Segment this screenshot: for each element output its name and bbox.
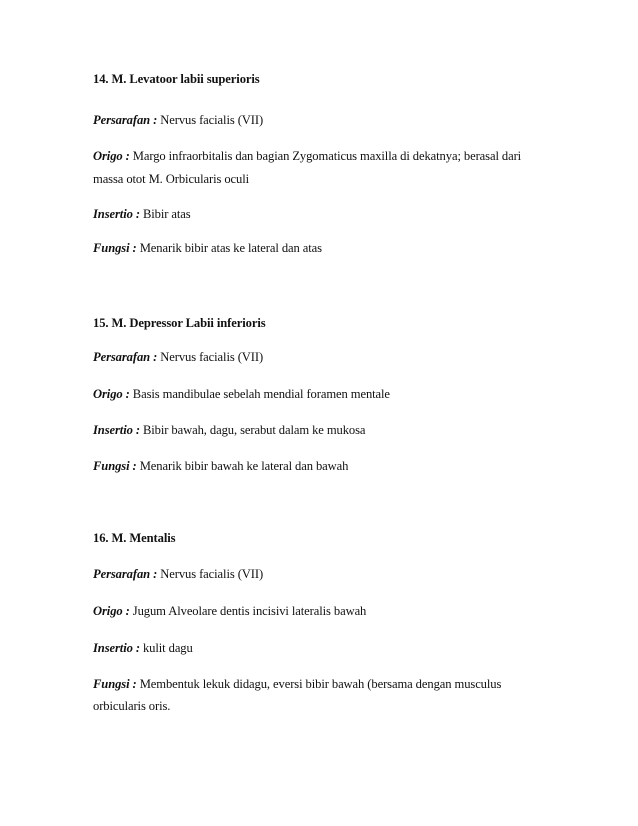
fungsi-label: Fungsi : — [93, 241, 137, 255]
fungsi-line-continued: orbicularis oris. — [93, 699, 171, 713]
origo-label: Origo : — [93, 149, 130, 163]
insertio-label: Insertio : — [93, 641, 140, 655]
section-heading: 15. M. Depressor Labii inferioris — [93, 316, 266, 330]
persarafan-line — [93, 566, 553, 582]
origo-line — [93, 603, 553, 619]
origo-line-continued: massa otot M. Orbicularis oculi — [93, 172, 250, 186]
insertio-label: Insertio : — [93, 423, 140, 437]
insertio-line — [93, 422, 553, 438]
insertio-value: Bibir bawah, dagu, serabut dalam ke mukosa — [139, 423, 366, 437]
insertio-value: kulit dagu — [139, 641, 193, 655]
fungsi-label: Fungsi : — [93, 459, 137, 473]
origo-value: Basis mandibulae sebelah mendial foramen mentale — [129, 387, 390, 401]
fungsi-line — [93, 240, 553, 256]
persarafan-value: Nervus facialis (VII) — [157, 350, 264, 364]
persarafan-value: Nervus facialis (VII) — [157, 567, 264, 581]
fungsi-line — [93, 458, 553, 474]
origo-value: Margo infraorbitalis dan bagian Zygomaticus maxilla di dekatnya; berasal dari — [129, 149, 522, 163]
origo-line — [93, 386, 553, 402]
origo-value: Jugum Alveolare dentis incisivi lateralis bawah — [129, 604, 367, 618]
insertio-line — [93, 640, 553, 656]
section-heading: 14. M. Levatoor labii superioris — [93, 72, 260, 86]
persarafan-line — [93, 349, 553, 365]
origo-label: Origo : — [93, 604, 130, 618]
section-heading: 16. M. Mentalis — [93, 531, 176, 545]
persarafan-value: Nervus facialis (VII) — [157, 113, 264, 127]
persarafan-label: Persarafan : — [93, 350, 158, 364]
persarafan-label: Persarafan : — [93, 113, 158, 127]
fungsi-value: Menarik bibir atas ke lateral dan atas — [136, 241, 322, 255]
fungsi-value: Membentuk lekuk didagu, eversi bibir bawah (bersama dengan musculus — [136, 677, 502, 691]
persarafan-label: Persarafan : — [93, 567, 158, 581]
insertio-value: Bibir atas — [139, 207, 191, 221]
fungsi-value: Menarik bibir bawah ke lateral dan bawah — [136, 459, 349, 473]
insertio-label: Insertio : — [93, 207, 140, 221]
origo-label: Origo : — [93, 387, 130, 401]
fungsi-label: Fungsi : — [93, 677, 137, 691]
origo-line — [93, 148, 553, 164]
insertio-line — [93, 206, 553, 222]
persarafan-line — [93, 112, 553, 128]
fungsi-line — [93, 676, 553, 692]
